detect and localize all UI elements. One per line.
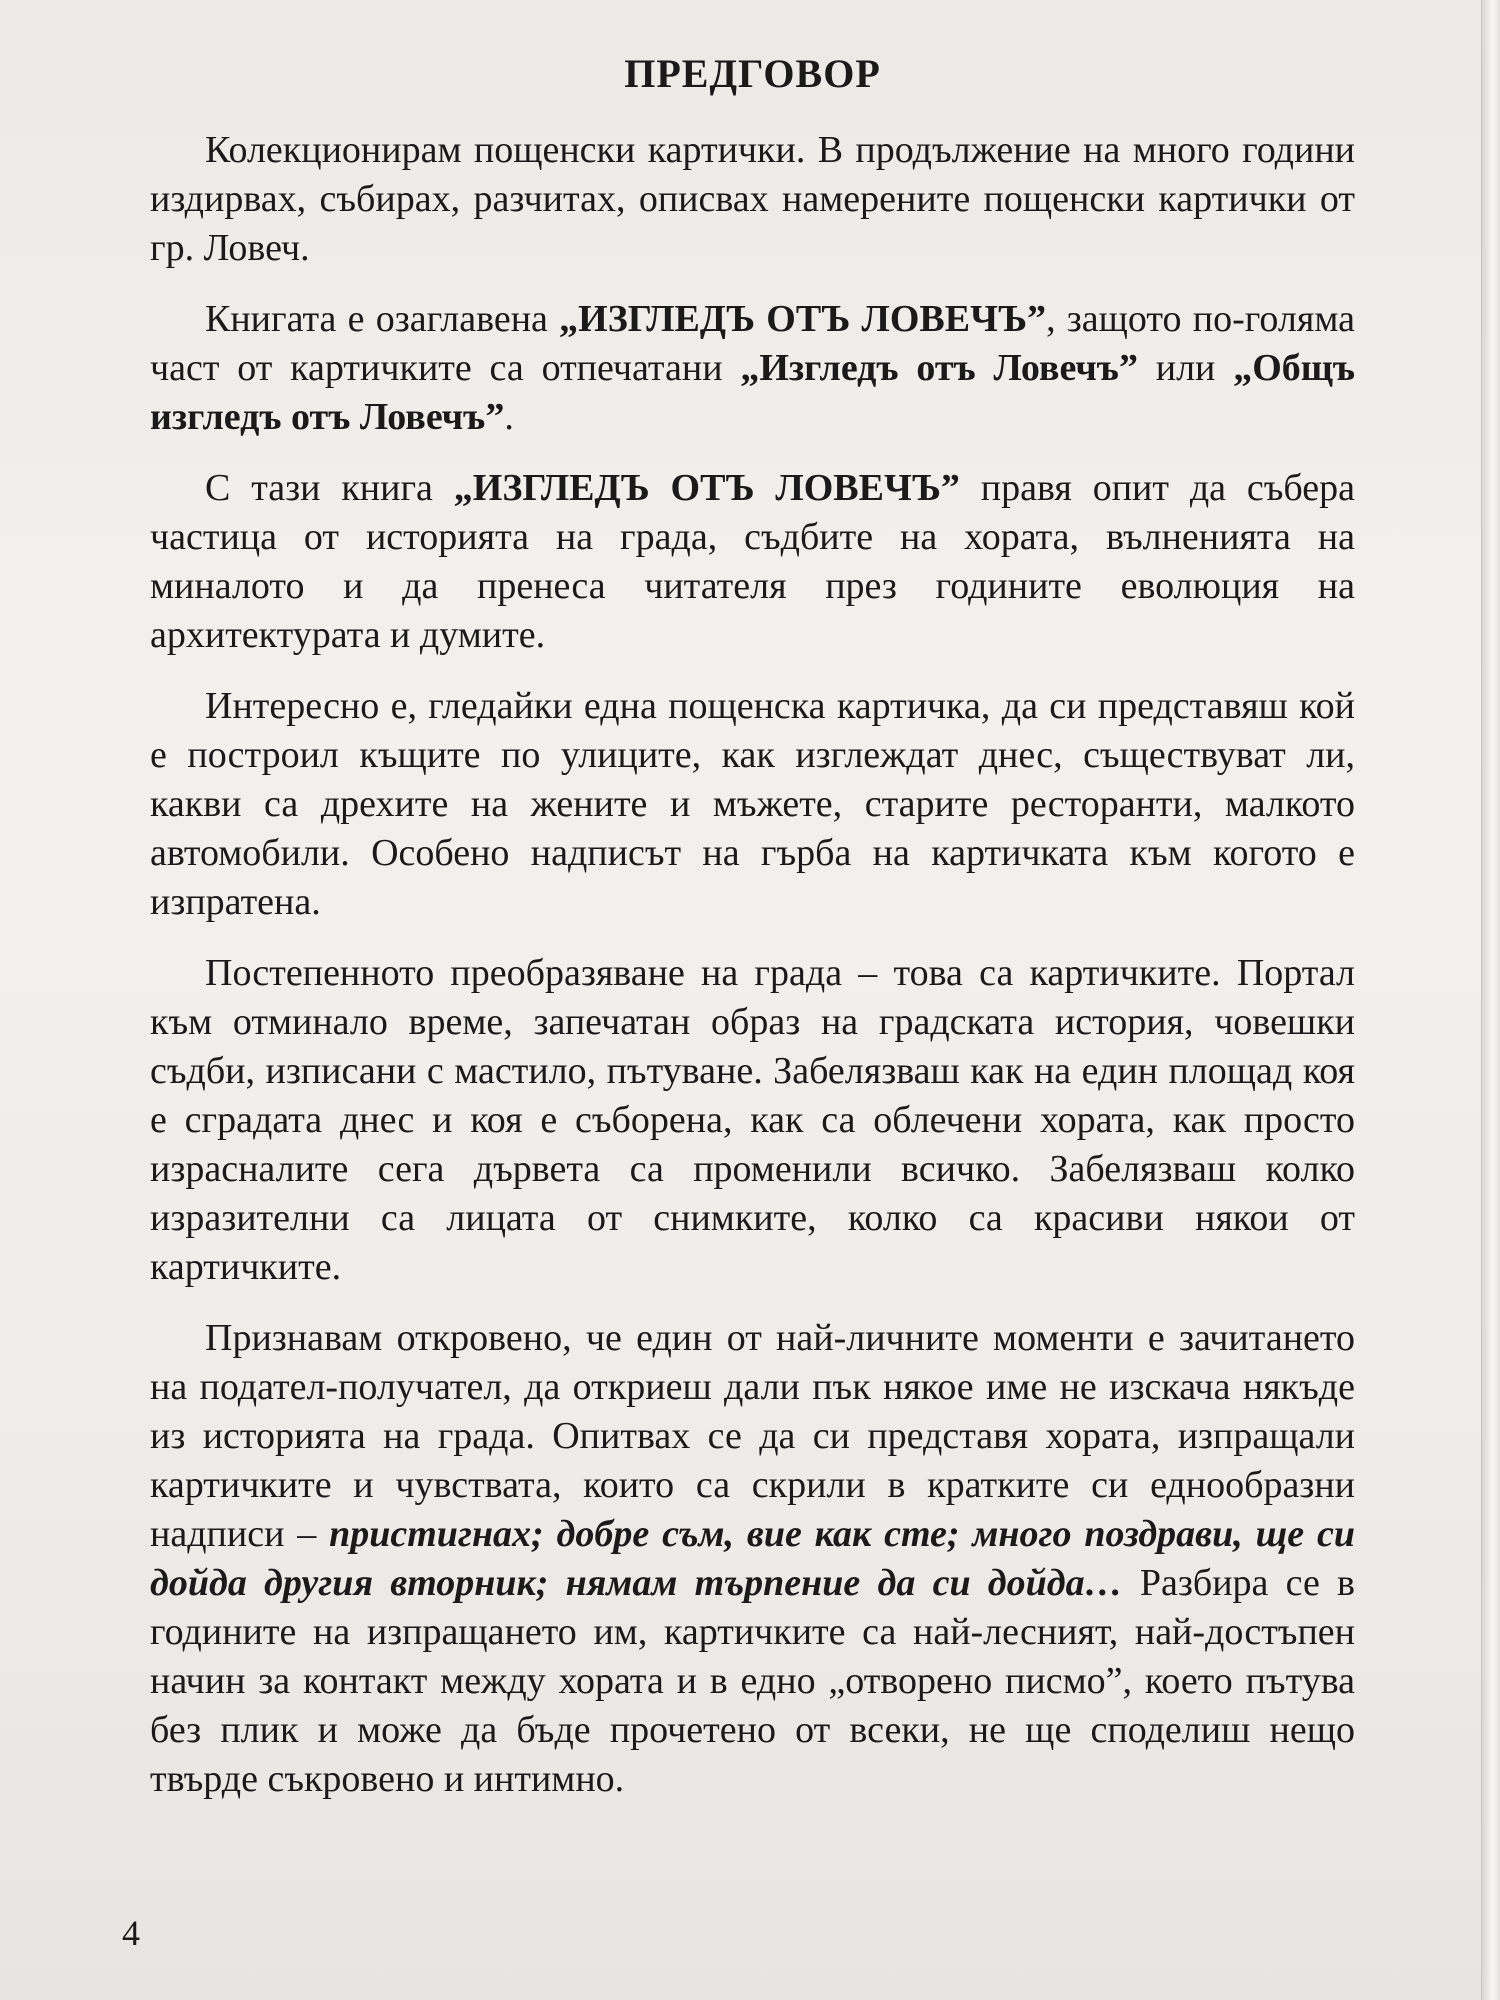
page-edge: [1481, 0, 1500, 2000]
paragraph-2-text-1: Книгата е озаглавена: [205, 298, 560, 340]
paragraph-4: [150, 682, 1355, 927]
paragraph-3-text-1: С тази книга: [205, 467, 454, 509]
paragraph-6-text-1: Признавам откровено, че един от най-личните моменти е зачитането на подател-получател, да откриеш дали пък някое име не изскача някъде из историята на града. Опитвах се да си представя хората, изпращали картичките и чувствата, които са скрили в кратките си еднообразни надписи –: [150, 1317, 1355, 1555]
paragraph-2-text-4: .: [504, 396, 514, 438]
postcard-caption-2: „Общъ изгледъ отъ Ловечъ”: [150, 347, 1356, 438]
postcard-caption-1: „Изгледъ отъ Ловечъ”: [740, 347, 1138, 389]
paragraph-5: [150, 949, 1355, 1292]
paragraph-3-text-2: правя опит да събера частица от историята на града, съдбите на хората, вълненията на миналото и да пренеса читателя през годините еволюция на архитектурата и думите.: [150, 467, 1355, 656]
book-title-bold-2: „ИЗГЛЕДЪ ОТЪ ЛОВЕЧЪ”: [453, 467, 960, 509]
book-title-bold: „ИЗГЛЕДЪ ОТЪ ЛОВЕЧЪ”: [559, 298, 1047, 340]
paragraph-1: [150, 126, 1355, 273]
paragraph-1-text: Колекционирам пощенски картички. В продължение на много години издирвах, събирах, разчитах, описвах намерените пощенски картички от гр. Ловеч.: [150, 129, 1355, 269]
paragraph-4-text: Интересно е, гледайки една пощенска картичка, да си представяш кой е построил къщите по улиците, как изглеждат днес, съществуват ли, какви са дрехите на жените и мъжете, старите ресторанти, малкото автомобили. Особено надписът на гърба на картичката към когото е изпратена.: [150, 685, 1355, 923]
postcard-messages-quote: пристигнах; добре съм, вие как сте; много поздрави, ще си дойда другия вторник; нямам търпение да си дойда…: [150, 1513, 1355, 1604]
paragraph-6-text-2: Разбира се в годините на изпращането им, картичките са най-лесният, най-достъпен начин за контакт между хората и в едно „отворено писмо”, което пътува без плик и може да бъде прочетено от всеки, не ще споделиш нещо твърде съкровено и интимно.: [150, 1562, 1355, 1800]
paragraph-2-text-3: или: [1137, 347, 1234, 389]
page-title: ПРЕДГОВОР: [624, 51, 881, 96]
paragraph-2: [150, 295, 1355, 442]
paragraph-6: [150, 1314, 1355, 1804]
paragraph-3: [150, 464, 1355, 660]
paragraph-2-text-2: , защото по-голяма част от картичките са отпечатани: [150, 298, 1355, 389]
paragraph-5-text: Постепенното преобразяване на града – това са картичките. Портал към отминало време, запечатан образ на градската история, човешки съдби, изписани с мастило, пътуване. Забелязваш как на един площад коя е сградата днес и коя е съборена, как са облечени хората, как просто израсналите сега дървета са променили всичко. Забелязваш колко изразителни са лицата от снимките, колко са красиви някои от картичките.: [150, 952, 1355, 1288]
book-page: [150, 50, 1355, 1826]
page-number: 4: [122, 1913, 140, 1953]
